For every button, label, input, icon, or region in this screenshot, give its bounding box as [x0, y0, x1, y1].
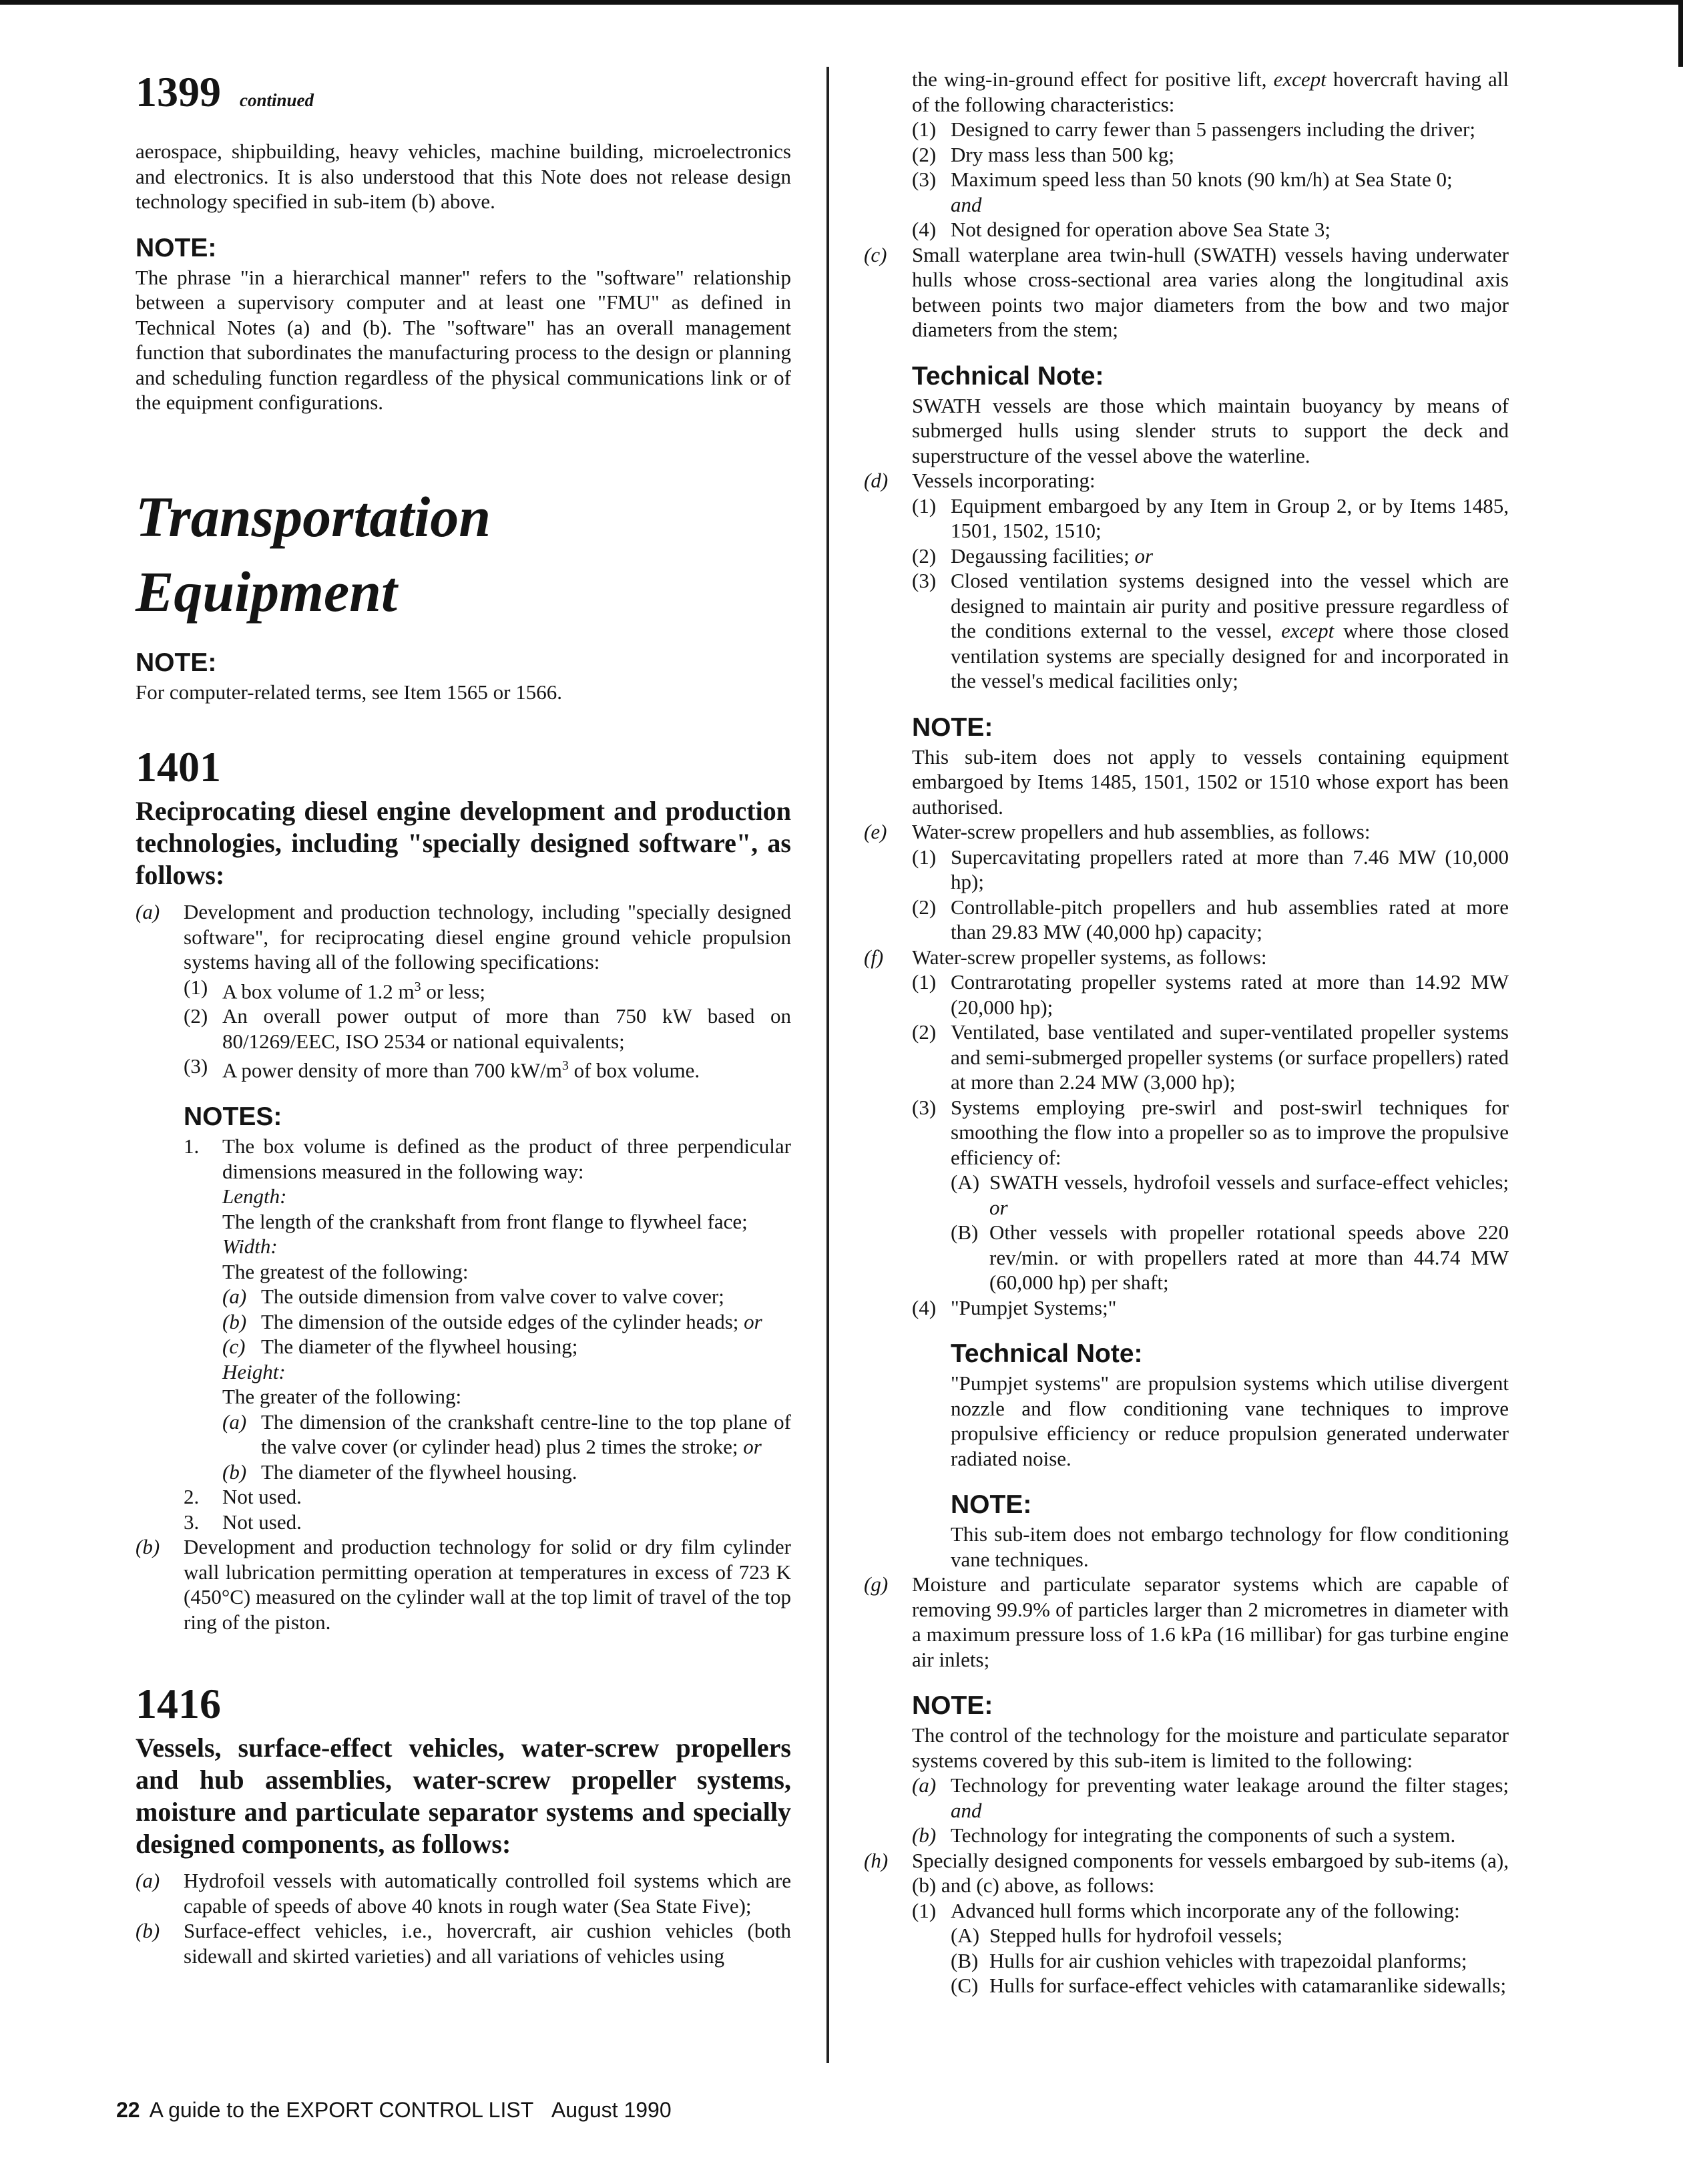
- item-1416-h1C: (C) Hulls for surface-effect vehicles with catamaranlike sidewalls;: [951, 1974, 1507, 1997]
- item-1416-heading: 1416: [136, 1680, 221, 1728]
- item-1416-d3: (3) Closed ventilation systems designed into the vessel which are designed to maintain air purity and positive pressure regardless of the conditions external to the vessel, except where those closed ventilation systems are specially designed for and incorporated in the vessel's medical facilities only;: [912, 569, 1509, 692]
- item-1399-text: aerospace, shipbuilding, heavy vehicles, machine building, microelectronics and electronics. It is also understood that this Note does not release design technology specified in sub-item (b) above.: [136, 140, 791, 213]
- width-text: The greatest of the following:: [222, 1259, 469, 1283]
- column-divider: [826, 67, 829, 2063]
- height-label: Height:: [222, 1359, 286, 1383]
- item-1416-h1: (1) Advanced hull forms which incorporate any of the following:: [912, 1898, 1460, 1922]
- note-f-heading: NOTE:: [951, 1490, 1032, 1519]
- item-1416-h1B: (B) Hulls for air cushion vehicles with trapezoidal planforms;: [951, 1948, 1467, 1972]
- item-1416-d2: (2) Degaussing facilities; or: [912, 543, 1154, 568]
- notes-heading: NOTES:: [184, 1102, 282, 1132]
- technical-note-pumpjet-heading: Technical Note:: [951, 1339, 1143, 1368]
- item-1401-heading: 1401: [136, 743, 221, 791]
- right-column: [864, 67, 1509, 1998]
- item-1401-b: (b) Development and production technology for solid or dry film cylinder wall lubrication permitting operation at temperatures in excess of 723 K (450°C) measured on the cylinder wall at the top limit of travel of the top ring of the piston.: [136, 1535, 791, 1634]
- top-right-border-line: [1678, 0, 1683, 67]
- technical-note-swath: SWATH vessels are those which maintain buoyancy by means of submerged hulls using slender struts to support the deck and superstructure of the vessel above the waterline.: [912, 393, 1509, 467]
- height-a: (a) The dimension of the crankshaft centre-line to the top plane of the valve cover (or cylinder head) plus 2 times the stroke; or: [222, 1409, 791, 1459]
- item-1416-subheading: Vessels, surface-effect vehicles, water-screw propellers and hub assemblies, water-screw propeller systems, moisture and particulate separator systems and specially designed components, as follows:: [136, 1733, 791, 1860]
- item-1399-note: The phrase "in a hierarchical manner" refers to the "software" relationship between a supervisory computer and at least one "FMU" as defined in Technical Notes (a) and (b). The "software" has an overall management function that subordinates the manufacturing process to the design or planning and scheduling function regardless of the physical communications link or of the equipment configurations.: [136, 265, 791, 414]
- note-g-a: (a) Technology for preventing water leakage around the filter stages; and: [912, 1773, 1509, 1822]
- top-border-line: [0, 0, 1683, 5]
- item-1416-e2: (2) Controllable-pitch propellers and hub assemblies rated at more than 29.83 MW (40,000 hp) capacity;: [912, 895, 1509, 943]
- item-1416-b3: (3) Maximum speed less than 50 knots (90 km/h) at Sea State 0;: [912, 168, 1453, 191]
- item-1416-d: (d) Vessels incorporating:: [864, 469, 1096, 492]
- section-title-line2: Equipment: [136, 559, 397, 624]
- technical-note-heading: Technical Note:: [912, 361, 1104, 391]
- item-1416-h1A: (A) Stepped hulls for hydrofoil vessels;: [951, 1924, 1283, 1947]
- note-d-text: This sub-item does not apply to vessels containing equipment embargoed by Items 1485, 1501, 1502 or 1510 whose export has been authorised.: [912, 744, 1509, 819]
- note-1: 1. The box volume is defined as the product of three perpendicular dimensions measured in the following way:: [184, 1134, 791, 1183]
- section-note-heading: NOTE:: [136, 648, 217, 677]
- and-conjunction: and: [951, 192, 982, 216]
- note-g-text: The control of the technology for the moisture and particulate separator systems covered by this sub-item is limited to the following:: [912, 1723, 1509, 1772]
- item-1416-b2: (2) Dry mass less than 500 kg;: [912, 142, 1174, 166]
- page-footer: [116, 2097, 672, 2123]
- height-b: (b) The diameter of the flywheel housing.: [222, 1460, 577, 1484]
- item-1416-f: (f) Water-screw propeller systems, as follows:: [864, 945, 1267, 969]
- item-1416-f3: (3) Systems employing pre-swirl and post-swirl techniques for smoothing the flow into a propeller so as to improve the propulsive efficiency of:: [912, 1095, 1509, 1169]
- note-heading: NOTE:: [136, 233, 217, 262]
- item-1416-a: (a) Hydrofoil vessels with automatically controlled foil systems which are capable of speeds of above 40 knots in rough water (Sea State Five);: [136, 1869, 791, 1918]
- note-3: 3. Not used.: [184, 1510, 302, 1534]
- item-1416-h: (h) Specially designed components for vessels embargoed by sub-items (a), (b) and (c) above, as follows:: [864, 1848, 1509, 1897]
- length-text: The length of the crankshaft from front flange to flywheel face;: [222, 1209, 748, 1233]
- note-2: 2. Not used.: [184, 1485, 302, 1509]
- item-1416-f4: (4) "Pumpjet Systems;": [912, 1295, 1117, 1319]
- item-1416-c: (c) Small waterplane area twin-hull (SWATH) vessels having underwater hulls whose cross-sectional area varies along the longitudinal axis between points two major diameters from the bow and two major diameters from the stem;: [864, 242, 1509, 341]
- item-1416-f3A: (A) SWATH vessels, hydrofoil vessels and surface-effect vehicles; or: [951, 1170, 1509, 1219]
- item-1416-f2: (2) Ventilated, base ventilated and super-ventilated propeller systems and semi-submerged propeller systems (or surface propellers) rated at more than 2.24 MW (3,000 hp);: [912, 1020, 1509, 1094]
- left-column: [136, 67, 791, 1968]
- item-1416-b: (b) Surface-effect vehicles, i.e., hovercraft, air cushion vehicles (both sidewall and skirted varieties) and all variations of vehicles using: [136, 1919, 791, 1968]
- width-label: Width:: [222, 1235, 278, 1259]
- width-c: (c) The diameter of the flywheel housing;: [222, 1335, 578, 1359]
- item-1416-f3B: (B) Other vessels with propeller rotational speeds above 220 rev/min. or with propellers rated at more than 44.74 MW (60,000 hp) per shaft;: [951, 1221, 1509, 1294]
- item-1401-a1: (1) A box volume of 1.2 $m^3$ or less;: [184, 975, 486, 1003]
- width-b: (b) The dimension of the outside edges of the cylinder heads; or: [222, 1309, 762, 1333]
- item-1416-e1: (1) Supercavitating propellers rated at more than 7.46 MW (10,000 hp);: [912, 845, 1509, 893]
- section-title: [136, 479, 791, 629]
- item-1416-f1: (1) Contrarotating propeller systems rated at more than 14.92 MW (20,000 hp);: [912, 970, 1509, 1019]
- footer-date: August 1990: [551, 2098, 672, 2122]
- item-1401-a2: (2) An overall power output of more than 750 kW based on 80/1269/EEC, ISO 2534 or national equivalents;: [184, 1004, 791, 1053]
- item-1416-g: (g) Moisture and particulate separator systems which are capable of removing 99.9% of particles larger than 2 micrometres in diameter with a maximum pressure loss of 1.6 kPa (16 millibar) for gas turbine engine air inlets;: [864, 1572, 1509, 1671]
- footer-title: A guide to the EXPORT CONTROL LIST: [149, 2098, 534, 2122]
- width-a: (a) The outside dimension from valve cover to valve cover;: [222, 1285, 724, 1309]
- item-1416-b-continued: the wing-in-ground effect for positive lift, except hovercraft having all of the following characteristics:: [912, 67, 1509, 116]
- page-number: 22: [116, 2098, 140, 2122]
- height-text: The greater of the following:: [222, 1385, 462, 1409]
- continued-label: continued: [240, 90, 314, 110]
- note-g-b: (b) Technology for integrating the components of such a system.: [912, 1823, 1456, 1847]
- section-title-line1: Transportation: [136, 484, 491, 549]
- item-1416-b4: (4) Not designed for operation above Sea State 3;: [912, 218, 1331, 241]
- note-d-heading: NOTE:: [912, 712, 993, 742]
- note-f-text: This sub-item does not embargo technology for flow conditioning vane techniques.: [951, 1522, 1509, 1571]
- item-1401-a: (a) Development and production technology, including "specially designed software", for reciprocating diesel engine ground vehicle propulsion systems having all of the following specifications:: [136, 900, 791, 973]
- item-1399-heading: 1399 continued: [136, 68, 314, 116]
- item-1401-subheading: Reciprocating diesel engine development and production technologies, including "specially designed software", as follows:: [136, 796, 791, 890]
- technical-note-pumpjet: "Pumpjet systems" are propulsion systems which utilise divergent nozzle and flow conditioning vane techniques to improve propulsive efficiency or reduce propulsion generated underwater radiated noise.: [951, 1371, 1509, 1470]
- item-1416-e: (e) Water-screw propellers and hub assemblies, as follows:: [864, 820, 1371, 843]
- item-1416-b1: (1) Designed to carry fewer than 5 passengers including the driver;: [912, 118, 1475, 141]
- section-note-text: For computer-related terms, see Item 1565 or 1566.: [136, 680, 562, 704]
- item-1401-a3: (3) A power density of more than 700 $kW/m^3$ of box volume.: [184, 1054, 700, 1082]
- length-label: Length:: [222, 1184, 287, 1209]
- item-1416-d1: (1) Equipment embargoed by any Item in Group 2, or by Items 1485, 1501, 1502, 1510;: [912, 493, 1509, 542]
- note-g-heading: NOTE:: [912, 1691, 993, 1720]
- item-1401-a-label: (a): [136, 900, 160, 923]
